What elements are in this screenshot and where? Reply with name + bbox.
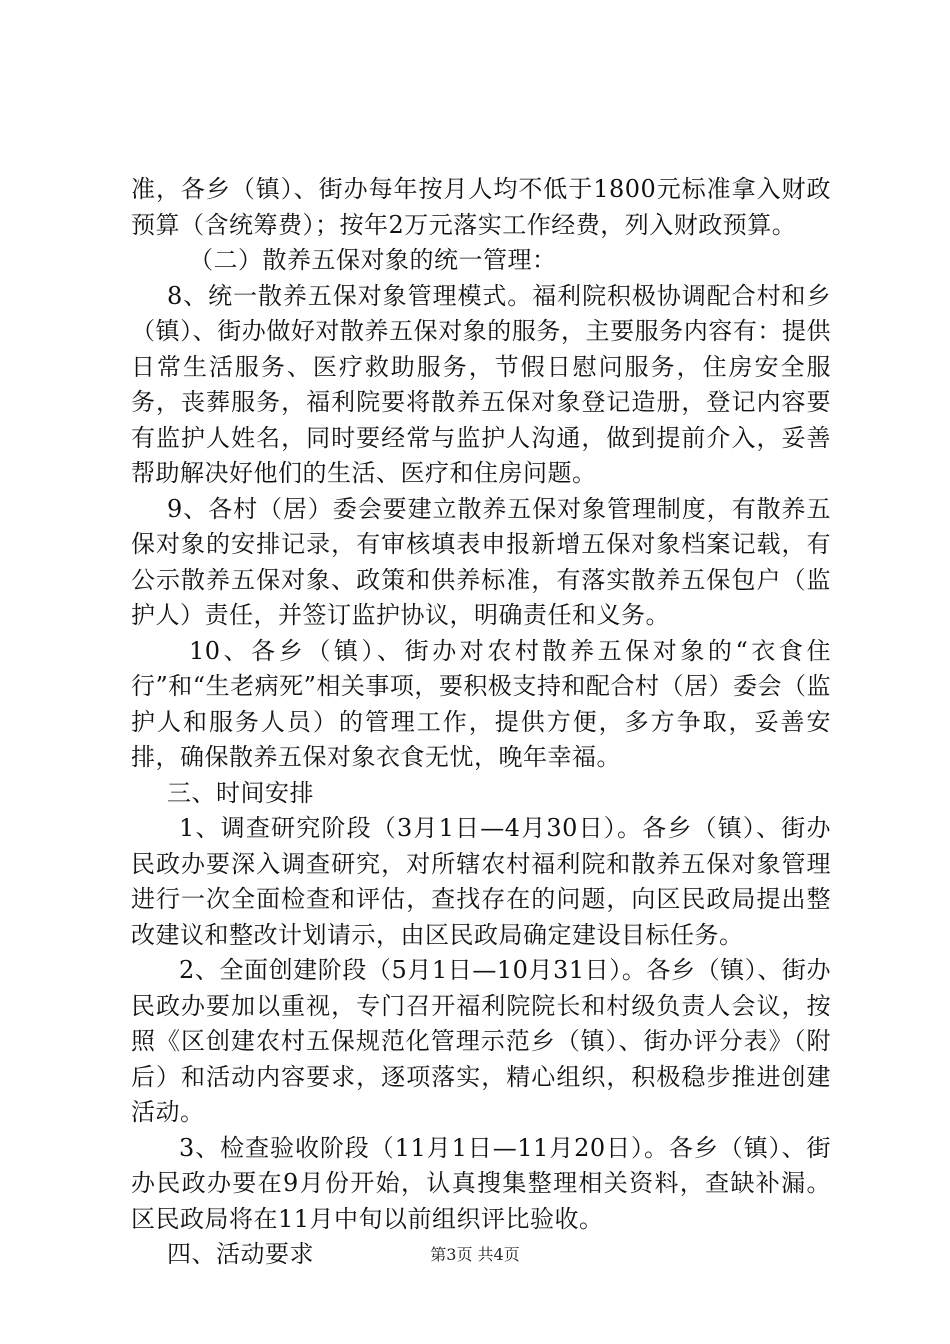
paragraph-item-8: 8、统一散养五保对象管理模式。福利院积极协调配合村和乡（镇）、街办做好对散养五保对象的服务，主要服务内容有：提供日常生活服务、医疗救助服务，节假日慰问服务，住房安全服务，丧葬服务，福利院要将散养五保对象登记造册，登记内容要有监护人姓名，同时要经常与监护人沟通，做到提前介入，妥善帮助解决好他们的生活、医疗和住房问题。	[131, 281, 831, 487]
paragraph-phase-2: 2、全面创建阶段（5月1日—10月31日）。各乡（镇）、街办民政办要加以重视，专门召开福利院院长和村级负责人会议，按照《区创建农村五保规范化管理示范乡（镇）、街办评分表》（附后）和活动内容要求，逐项落实，精心组织，积极稳步推进创建活动。	[131, 956, 831, 1126]
document-body	[131, 172, 831, 1273]
paragraph-funding-standard: 准，各乡（镇）、街办每年按月人均不低于1800元标准拿入财政预算（含统筹费）；按年2万元落实工作经费，列入财政预算。	[131, 175, 831, 239]
paragraph-phase-1: 1、调查研究阶段（3月1日—4月30日）。各乡（镇）、街办民政办要深入调查研究，对所辖农村福利院和散养五保对象管理进行一次全面检查和评估，查找存在的问题，向区民政局提出整改建议和整改计划请示，由区民政局确定建设目标任务。	[131, 814, 831, 949]
paragraph-item-9: 9、各村（居）委会要建立散养五保对象管理制度，有散养五保对象的安排记录，有审核填表申报新增五保对象档案记载，有公示散养五保对象、政策和供养标准，有落实散养五保包户（监护人）责任，并签订监护协议，明确责任和义务。	[131, 494, 831, 629]
page-footer: 第3页 共4页	[430, 1245, 520, 1264]
heading-requirements: 四、活动要求	[167, 1240, 314, 1268]
heading-schedule: 三、时间安排	[167, 778, 314, 807]
paragraph-item-10: 10、各乡（镇）、街办对农村散养五保对象的“衣食住行”和“生老病死”相关事项，要积极支持和配合村（居）委会（监护人和服务人员）的管理工作，提供方便，多方争取，妥善安排，确保散养五保对象衣食无忧，晚年幸福。	[131, 636, 831, 771]
heading-scattered-management: （二）散养五保对象的统一管理：	[189, 246, 557, 274]
paragraph-phase-3: 3、检查验收阶段（11月1日—11月20日）。各乡（镇）、街办民政办要在9月份开始，认真搜集整理相关资料，查缺补漏。区民政局将在11月中旬以前组织评比验收。	[131, 1133, 831, 1233]
